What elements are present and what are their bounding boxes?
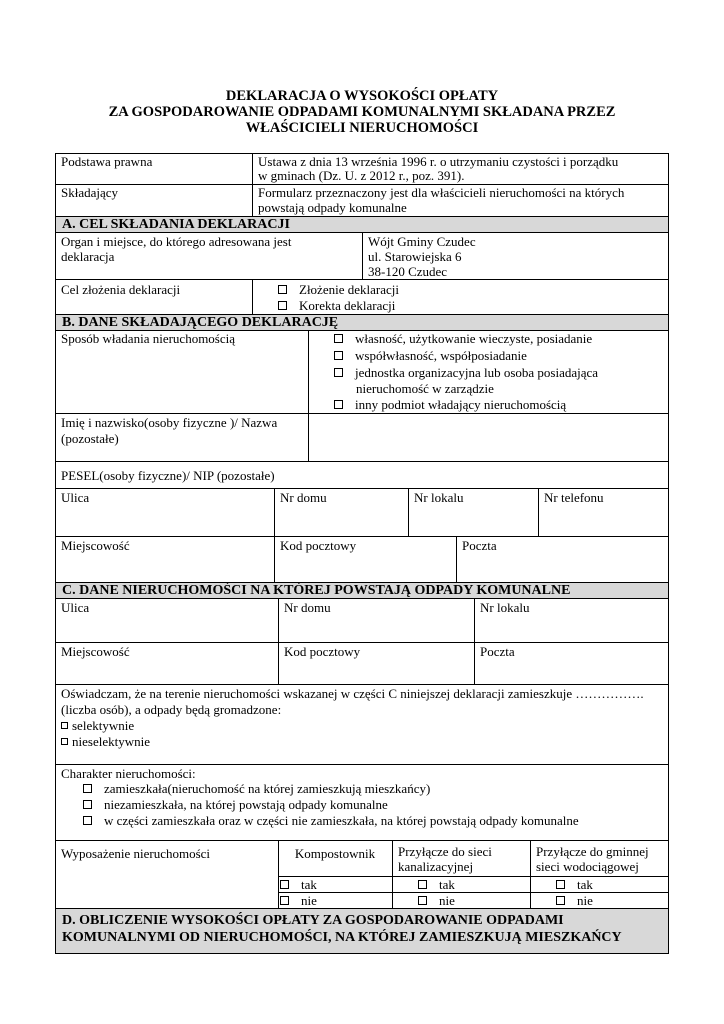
property-type-uninhabited[interactable]: niezamieszkała, na której powstają odpady komunalne bbox=[83, 797, 388, 813]
form-title-line3: WŁAŚCICIELI NIERUCHOMOŚCI bbox=[245, 120, 479, 136]
equipment-label: Wyposażenie nieruchomości bbox=[61, 846, 211, 861]
submitter-town-label: Miejscowość bbox=[61, 538, 130, 553]
checkbox[interactable] bbox=[556, 896, 565, 905]
form-title-line2: ZA GOSPODAROWANIE ODPADAMI KOMUNALNYMI SKŁADANA PRZEZ bbox=[108, 104, 616, 120]
ownership-label: Sposób władania nieruchomością bbox=[61, 331, 236, 346]
checkbox[interactable] bbox=[280, 880, 289, 889]
organ-address-line1: Wójt Gminy Czudec bbox=[368, 234, 476, 249]
section-a-heading: A. CEL SKŁADANIA DEKLARACJI bbox=[56, 217, 668, 232]
name-label-line1: Imię i nazwisko(osoby fizyczne )/ Nazwa bbox=[61, 415, 278, 430]
checkbox[interactable] bbox=[556, 880, 565, 889]
name-label-line2: (pozostałe) bbox=[61, 431, 119, 446]
checkbox[interactable] bbox=[418, 880, 427, 889]
checkbox[interactable] bbox=[61, 722, 68, 729]
compost-no[interactable]: nie bbox=[280, 893, 317, 909]
water-yes[interactable]: tak bbox=[556, 877, 593, 893]
sewer-yes[interactable]: tak bbox=[418, 877, 455, 893]
checkbox[interactable] bbox=[334, 334, 343, 343]
pesel-label: PESEL(osoby fizyczne)/ NIP (pozostałe) bbox=[61, 468, 275, 483]
compost-yes[interactable]: tak bbox=[280, 877, 317, 893]
checkbox[interactable] bbox=[280, 896, 289, 905]
purpose-option-submission[interactable]: Złożenie deklaracji bbox=[278, 282, 399, 298]
checkbox[interactable] bbox=[334, 368, 343, 377]
declaration-form bbox=[55, 153, 669, 954]
ownership-option-4[interactable]: inny podmiot władający nieruchomością bbox=[334, 397, 566, 413]
organ-label-line1: Organ i miejsce, do którego adresowana jest bbox=[61, 234, 292, 249]
checkbox[interactable] bbox=[83, 784, 92, 793]
submitter-house-no-label: Nr domu bbox=[280, 490, 327, 505]
property-town-label: Miejscowość bbox=[61, 644, 130, 659]
checkbox[interactable] bbox=[278, 285, 287, 294]
sewer-label-line2: kanalizacyjnej bbox=[398, 859, 474, 874]
residents-statement-line2: (liczba osób), a odpady będą gromadzone: bbox=[61, 702, 282, 717]
legal-basis-line1: Ustawa z dnia 13 września 1996 r. o utrzymaniu czystości i porządku bbox=[258, 154, 619, 169]
sewer-no[interactable]: nie bbox=[418, 893, 455, 909]
property-postcode-label: Kod pocztowy bbox=[284, 644, 361, 659]
property-house-no-label: Nr domu bbox=[284, 600, 331, 615]
collection-option-nonselective[interactable]: nieselektywnie bbox=[61, 734, 150, 750]
water-no[interactable]: nie bbox=[556, 893, 593, 909]
section-c-heading: C. DANE NIERUCHOMOŚCI NA KTÓREJ POWSTAJĄ ODPADY KOMUNALNE bbox=[56, 583, 668, 598]
submitter-label: Składający bbox=[61, 185, 119, 200]
checkbox[interactable] bbox=[334, 351, 343, 360]
checkbox[interactable] bbox=[278, 301, 287, 310]
section-b-heading: B. DANE SKŁADAJĄCEGO DEKLARACJĘ bbox=[56, 315, 668, 330]
section-d-heading-line1: D. OBLICZENIE WYSOKOŚCI OPŁATY ZA GOSPODAROWANIE ODPADAMI bbox=[62, 913, 564, 928]
checkbox[interactable] bbox=[83, 800, 92, 809]
property-type-inhabited[interactable]: zamieszkała(nieruchomość na której zamieszkują mieszkańcy) bbox=[83, 781, 430, 797]
purpose-label: Cel złożenia deklaracji bbox=[61, 282, 181, 297]
submitter-flat-no-label: Nr lokalu bbox=[414, 490, 464, 505]
organ-address-line2: ul. Starowiejska 6 bbox=[368, 249, 462, 264]
property-type-mixed[interactable]: w części zamieszkała oraz w części nie zamieszkała, na której powstają odpady komunalne bbox=[83, 813, 579, 829]
water-label-line2: sieci wodociągowej bbox=[536, 859, 639, 874]
sewer-label-line1: Przyłącze do sieci bbox=[398, 844, 492, 859]
form-title-line1: DEKLARACJA O WYSOKOŚCI OPŁATY bbox=[225, 88, 499, 104]
checkbox[interactable] bbox=[418, 896, 427, 905]
purpose-option-correction[interactable]: Korekta deklaracji bbox=[278, 298, 395, 314]
organ-address-line3: 38-120 Czudec bbox=[368, 264, 448, 279]
ownership-option-2[interactable]: współwłasność, współposiadanie bbox=[334, 348, 527, 364]
organ-label-line2: deklaracja bbox=[61, 249, 115, 264]
submitter-postcode-label: Kod pocztowy bbox=[280, 538, 357, 553]
submitter-line1: Formularz przeznaczony jest dla właścicieli nieruchomości na których bbox=[258, 185, 625, 200]
ownership-option-3-cont: nieruchomość w zarządzie bbox=[356, 381, 494, 396]
property-street-label: Ulica bbox=[61, 600, 90, 615]
submitter-post-office-label: Poczta bbox=[462, 538, 497, 553]
property-flat-no-label: Nr lokalu bbox=[480, 600, 530, 615]
ownership-option-3[interactable]: jednostka organizacyjna lub osoba posiadająca bbox=[334, 365, 598, 381]
legal-basis-label: Podstawa prawna bbox=[61, 154, 153, 169]
checkbox[interactable] bbox=[61, 738, 68, 745]
collection-option-selective[interactable]: selektywnie bbox=[61, 718, 134, 734]
property-type-label: Charakter nieruchomości: bbox=[61, 766, 196, 781]
property-post-office-label: Poczta bbox=[480, 644, 515, 659]
submitter-line2: powstają odpady komunalne bbox=[258, 200, 407, 215]
water-label-line1: Przyłącze do gminnej bbox=[536, 844, 649, 859]
compost-label: Kompostownik bbox=[294, 846, 376, 861]
ownership-option-1[interactable]: własność, użytkowanie wieczyste, posiadanie bbox=[334, 331, 592, 347]
submitter-street-label: Ulica bbox=[61, 490, 90, 505]
checkbox[interactable] bbox=[334, 400, 343, 409]
legal-basis-line2: w gminach (Dz. U. z 2012 r., poz. 391). bbox=[258, 168, 465, 183]
submitter-phone-label: Nr telefonu bbox=[544, 490, 604, 505]
checkbox[interactable] bbox=[83, 816, 92, 825]
residents-statement-line1: Oświadczam, że na terenie nieruchomości wskazanej w części C niniejszej deklaracji zamieszkuje ……………. bbox=[61, 686, 644, 701]
section-d-heading-line2: KOMUNALNYMI OD NIERUCHOMOŚCI, NA KTÓREJ ZAMIESZKUJĄ MIESZKAŃCY bbox=[62, 930, 622, 945]
section-d-heading bbox=[56, 909, 668, 953]
